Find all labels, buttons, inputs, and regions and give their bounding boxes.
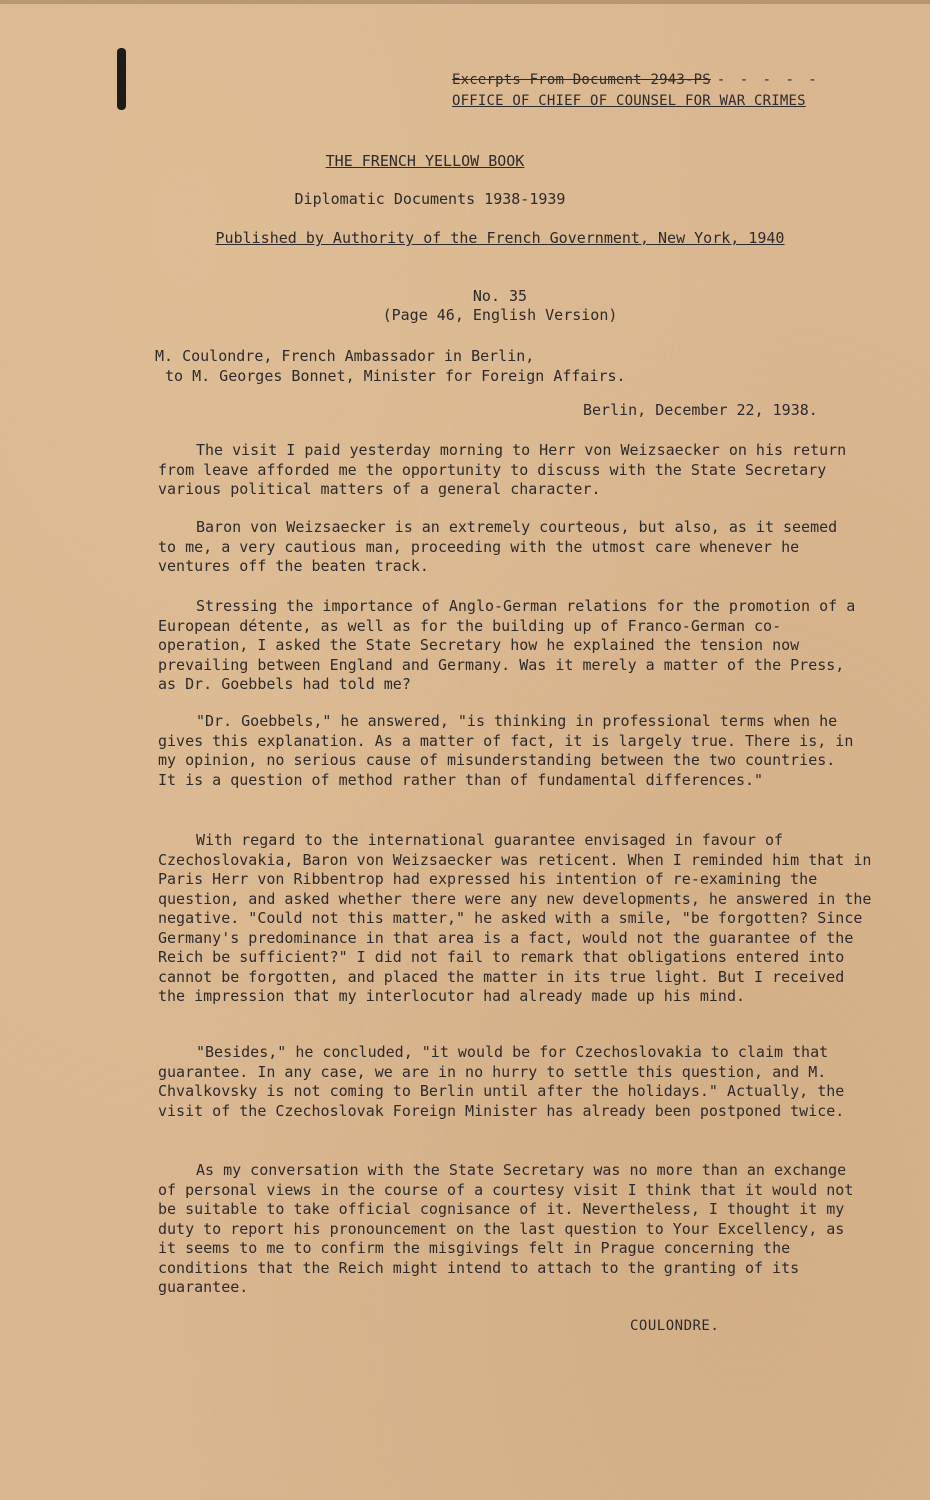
document-number: No. 35 [472,287,528,305]
letter-to: to M. Georges Bonnet, Minister for Foreign Affairs. [165,367,626,385]
letter-dateline: Berlin, December 22, 1938. [583,401,818,419]
header-excerpt-line [452,70,882,91]
header-dashes: - - - - - [716,72,820,88]
page-reference: (Page 46, English Version) [382,306,618,324]
letter-from: M. Coulondre, French Ambassador in Berlin, [155,347,535,365]
letter-address [155,346,626,386]
paragraph: With regard to the international guarantee envisaged in favour of Czechoslovakia, Baron von Weizsaecker was reticent. When I reminded him that in Paris Herr von Ribbentrop had expressed his intention of re-examining the question, and asked whether there were any new developments, he answered in the negative. "Could not this matter," he asked with a smile, "be forgotten? Since Germany's predominance in that area is a fact, would not the guarantee of the Reich be sufficient?" I did not fail to remark that obligations entered into cannot be forgotten, and placed the matter in its true light. But I received the impression that my interlocutor had already made up his mind. [158,831,872,1005]
book-subtitle: Diplomatic Documents 1938-1939 [294,190,566,208]
document-header [452,70,882,112]
paragraph: Baron von Weizsaecker is an extremely courteous, but also, as it seemed to me, a very cautious man, proceeding with the utmost care whenever he ventures off the beaten track. [158,518,838,575]
paragraph: The visit I paid yesterday morning to Herr von Weizsaecker on his return from leave afforded me the opportunity to discuss with the State Secretary various political matters of a general character. [158,441,847,498]
paragraph: "Besides," he concluded, "it would be for Czechoslovakia to claim that guarantee. In any case, we are in no hurry to settle this question, and M. Chvalkovsky is not coming to Berlin until after the holidays." Actually, the visit of the Czechoslovak Foreign Minister has already been postponed twice. [158,1043,845,1120]
publication-line: Published by Authority of the French Government, New York, 1940 [215,229,785,247]
paragraph: Stressing the importance of Anglo-German relations for the promotion of a European détente, as well as for the building up of Franco-German co-operation, I asked the State Secretary how he explained the tension now prevailing between England and Germany. Was it merely a matter of the Press, as Dr. Goebbels had told me? [158,597,856,693]
office-title: OFFICE OF CHIEF OF COUNSEL FOR WAR CRIMES [452,93,806,109]
paragraph: As my conversation with the State Secretary was no more than an exchange of personal views in the course of a courtesy visit I think that it would not be suitable to take official cognisance of it. Nevertheless, I thought it my duty to report his pronouncement on the last question to Your Excellency, as it seems to me to confirm the misgivings felt in Prague concerning the conditions that the Reich might intend to attach to the granting of its guarantee. [158,1161,854,1296]
binding-hole-mark [117,48,126,110]
paragraph: "Dr. Goebbels," he answered, "is thinking in professional terms when he gives this explanation. As a matter of fact, it is largely true. There is, in my opinion, no serious cause of misunderstanding between the two countries. It is a question of method rather than of fundamental differences." [158,712,854,789]
page-top-edge [0,0,930,4]
signature: COULONDRE. [630,1318,720,1334]
excerpt-title: Excerpts From Document 2943-PS [452,72,711,88]
book-title: THE FRENCH YELLOW BOOK [325,152,525,170]
